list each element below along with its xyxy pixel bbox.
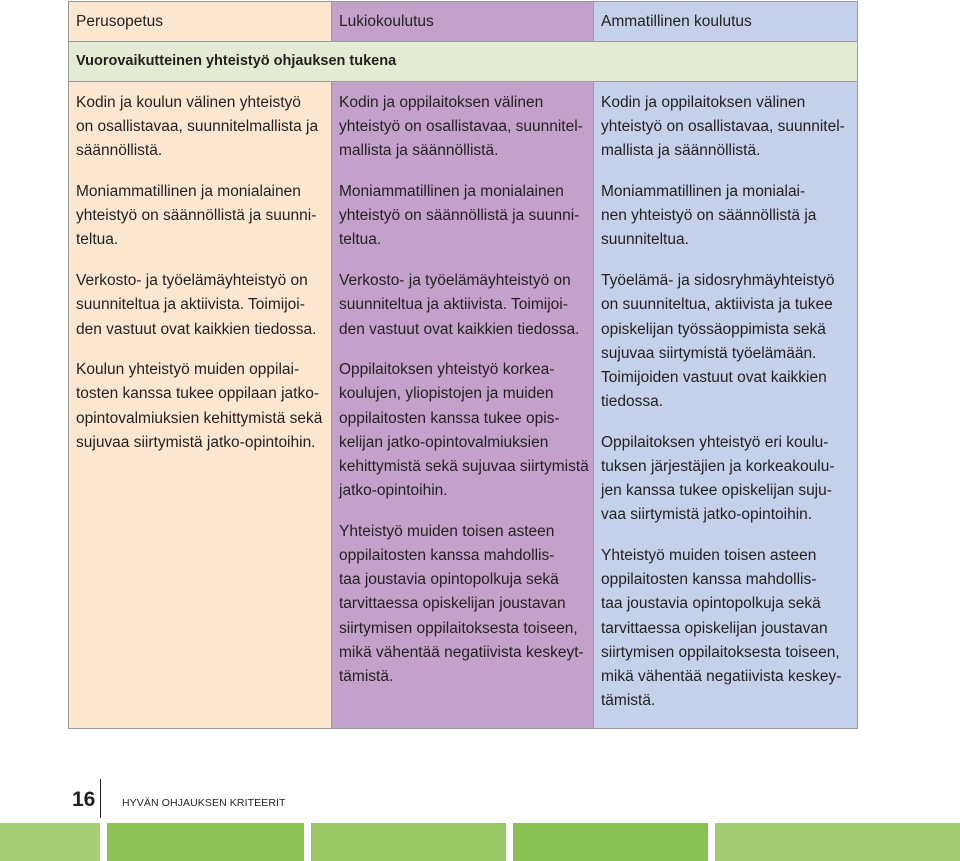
text-line: Oppilaitoksen yhteistyö eri koulu- [601, 433, 829, 451]
text-line: mikä vähentää negatiivista keskey- [601, 667, 842, 685]
text-line: Moniammatillinen ja monialai- [601, 183, 806, 201]
text-line: opiskelijan työssäoppimista sekä [601, 320, 826, 338]
text-line: koulujen, yliopistojen ja muiden [339, 385, 554, 403]
text-line: siirtymisen oppilaitoksesta toiseen, [339, 619, 578, 637]
header-perusopetus [69, 2, 332, 42]
footer-divider [100, 779, 101, 818]
paragraph [601, 91, 857, 164]
paragraph [339, 358, 593, 503]
text-line: Moniammatillinen ja monialainen [339, 183, 564, 201]
paragraph [76, 180, 331, 253]
text-line: Kodin ja oppilaitoksen välinen [339, 94, 544, 111]
text-line: Toimijoiden vastuut ovat kaikkien [601, 368, 827, 386]
paragraph [339, 91, 593, 164]
text-line: Moniammatillinen ja monialainen [76, 183, 301, 201]
text-line: Oppilaitoksen yhteistyö korkea- [339, 361, 555, 379]
footer-stripe [513, 823, 708, 861]
paragraph [339, 180, 593, 253]
text-line: Verkosto- ja työelämäyhteistyö on [76, 272, 308, 290]
text-line: vaa siirtymistä jatko-opintoihin. [601, 506, 813, 524]
text-line: taa joustavia opintopolkuja sekä [601, 595, 821, 613]
paragraph [339, 269, 593, 342]
text-line: suunniteltua ja aktiivista. Toimijoi- [339, 296, 568, 314]
text-line: tarvittaessa opiskelijan joustavan [601, 619, 828, 637]
lukiokoulutus-body-cell [332, 82, 594, 729]
text-line: teltua. [76, 231, 119, 249]
text-line: yhteistyö on osallistavaa, suunnitel- [339, 118, 583, 136]
paragraph [76, 269, 331, 342]
text-line: tämistä. [601, 692, 656, 710]
text-line: nen yhteistyö on säännöllistä ja [601, 207, 817, 225]
text-line: jen kanssa tukee opiskelijan suju- [601, 482, 832, 500]
text-line: tarvittaessa opiskelijan joustavan [339, 595, 566, 613]
text-line: oppilaitosten kanssa tukee opis- [339, 409, 560, 427]
footer-stripe [107, 823, 304, 861]
section-title: Vuorovaikutteinen yhteistyö ohjauksen tukena [76, 53, 397, 69]
text-line: säännöllistä. [76, 142, 163, 160]
text-line: mallista ja säännöllistä. [339, 142, 499, 160]
paragraph [339, 520, 593, 689]
paragraph [76, 358, 331, 455]
criteria-table [68, 1, 858, 729]
text-line: on osallistavaa, suunnitelmallista ja [76, 118, 319, 136]
text-line: jatko-opintoihin. [339, 482, 448, 500]
text-line: tosten kanssa tukee oppilaan jatko- [76, 385, 319, 403]
text-line: yhteistyö on säännöllistä ja suunni- [339, 207, 580, 225]
text-line: taa joustavia opintopolkuja sekä [339, 571, 559, 589]
text-line: Yhteistyö muiden toisen asteen [601, 547, 817, 564]
text-line: Työelämä- ja sidosryhmäyhteistyö [601, 272, 835, 290]
text-line: Koulun yhteistyö muiden oppilai- [76, 361, 300, 379]
text-line: Yhteistyö muiden toisen asteen [339, 522, 555, 540]
section-title-row [69, 42, 858, 82]
text-line: Kodin ja oppilaitoksen välinen [601, 94, 806, 111]
text-line: sujuvaa siirtymistä jatko-opintoihin. [76, 433, 316, 451]
text-line: Verkosto- ja työelämäyhteistyö on [339, 272, 571, 290]
text-line: suunniteltua. [601, 231, 689, 249]
text-line: tuksen järjestäjien ja korkeakoulu- [601, 457, 835, 475]
paragraph [601, 544, 857, 713]
paragraph [601, 269, 857, 414]
text-line: Kodin ja koulun välinen yhteistyö [76, 94, 301, 111]
text-line: on suunniteltua, aktiivista ja tukee [601, 296, 833, 314]
header-label: Lukiokoulutus [339, 13, 434, 30]
text-line: opintovalmiuksien kehittymistä sekä [76, 409, 323, 427]
text-line: oppilaitosten kanssa mahdollis- [601, 571, 817, 589]
page-number: 16 [72, 788, 96, 811]
paragraph [601, 431, 857, 528]
footer-stripe [715, 823, 960, 861]
text-line: tiedossa. [601, 393, 664, 411]
header-lukiokoulutus [332, 2, 594, 42]
header-ammatillinen-koulutus [594, 2, 858, 42]
text-line: den vastuut ovat kaikkien tiedossa. [339, 320, 580, 338]
perusopetus-body-cell [69, 82, 332, 729]
text-line: teltua. [339, 231, 382, 249]
text-line: kelijan jatko-opintovalmiuksien [339, 433, 549, 451]
header-label: Ammatillinen koulutus [601, 13, 752, 30]
ammatillinen-koulutus-body-cell [594, 82, 858, 729]
paragraph [76, 91, 331, 164]
paragraph [601, 180, 857, 253]
text-line: yhteistyö on osallistavaa, suunnitel- [601, 118, 845, 136]
running-title: HYVÄN OHJAUKSEN KRITEERIT [122, 797, 286, 809]
header-label: Perusopetus [76, 13, 164, 30]
text-line: suunniteltua ja aktiivista. Toimijoi- [76, 296, 305, 314]
text-line: kehittymistä sekä sujuvaa siirtymistä [339, 457, 589, 475]
text-line: sujuvaa siirtymistä työelämään. [601, 344, 817, 362]
footer-stripe [0, 823, 100, 861]
text-line: tämistä. [339, 667, 394, 685]
text-line: den vastuut ovat kaikkien tiedossa. [76, 320, 317, 338]
text-line: oppilaitosten kanssa mahdollis- [339, 547, 555, 564]
text-line: yhteistyö on säännöllistä ja suunni- [76, 207, 317, 225]
text-line: siirtymisen oppilaitoksesta toiseen, [601, 643, 840, 661]
footer-stripe [311, 823, 506, 861]
text-line: mallista ja säännöllistä. [601, 142, 761, 160]
text-line: mikä vähentää negatiivista keskeyt- [339, 643, 584, 661]
